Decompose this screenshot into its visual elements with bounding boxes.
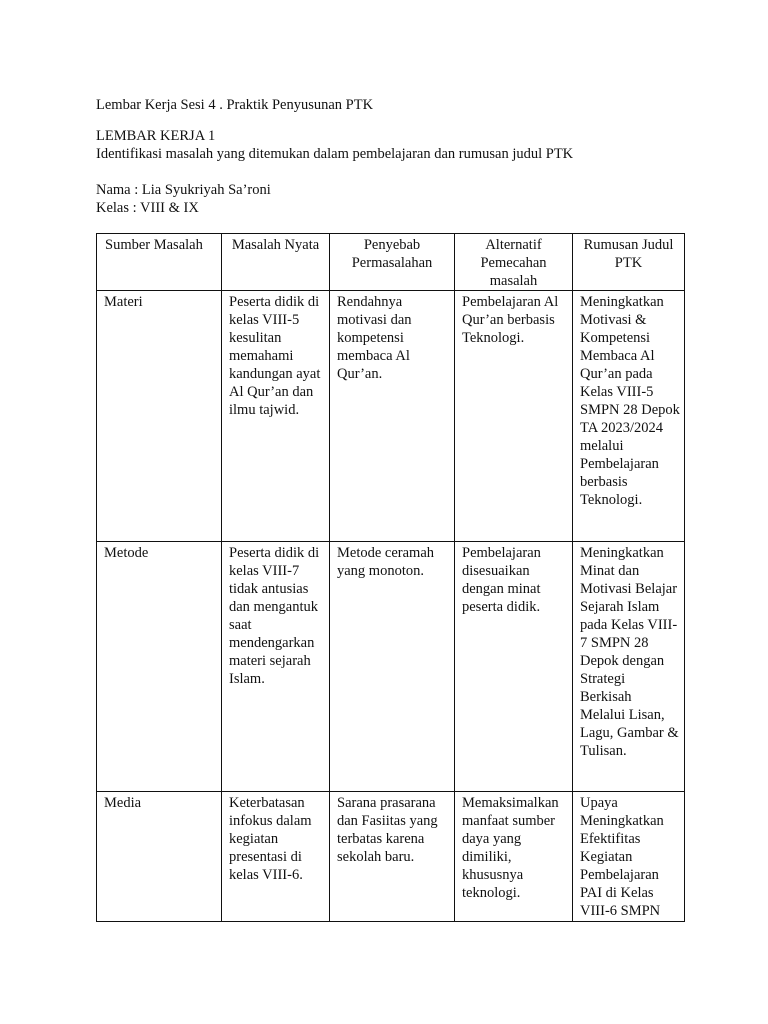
instruction-text: Identifikasi masalah yang ditemukan dalam pembelajaran dan rumusan judul PTK	[96, 146, 574, 162]
table-header-row	[97, 234, 685, 291]
table-row	[97, 291, 685, 542]
cell-problem: Peserta didik di kelas VIII-5 kesulitan memahami kandungan ayat Al Qur’an dan ilmu tajwid.	[222, 291, 330, 542]
cell-problem: Keterbatasan infokus dalam kegiatan presentasi di kelas VIII-6.	[222, 792, 330, 922]
cell-title: Upaya Meningkatkan Efektifitas Kegiatan Pembelajaran PAI di Kelas VIII-6 SMPN	[573, 792, 685, 922]
cell-source: Materi	[97, 291, 222, 542]
cell-title: Meningkatkan Motivasi & Kompetensi Membaca Al Qur’an pada Kelas VIII-5 SMPN 28 Depok TA 2023/2024 melalui Pembelajaran berbasis Teknologi.	[573, 291, 685, 542]
header-sumber-masalah: Sumber Masalah	[97, 234, 222, 291]
cell-alternative: Memaksimalkan manfaat sumber daya yang dimiliki, khususnya teknologi.	[455, 792, 573, 922]
cell-source: Metode	[97, 542, 222, 792]
header-penyebab-permasalahan: Penyebab Permasalahan	[330, 234, 455, 291]
header-masalah-nyata: Masalah Nyata	[222, 234, 330, 291]
cell-problem: Peserta didik di kelas VIII-7 tidak antusias dan mengantuk saat mendengarkan materi sejarah Islam.	[222, 542, 330, 792]
cell-title: Meningkatkan Minat dan Motivasi Belajar Sejarah Islam pada Kelas VIII-7 SMPN 28 Depok dengan Strategi Berkisah Melalui Lisan, Lagu, Gambar & Tulisan.	[573, 542, 685, 792]
header-alternatif-pemecahan: Alternatif Pemecahan masalah	[455, 234, 573, 291]
header-rumusan-judul: Rumusan Judul PTK	[573, 234, 685, 291]
class-line: Kelas : VIII & IX	[96, 200, 199, 216]
worksheet-table	[96, 233, 685, 922]
cell-cause: Sarana prasarana dan Fasiitas yang terbatas karena sekolah baru.	[330, 792, 455, 922]
table-row	[97, 792, 685, 922]
cell-cause: Rendahnya motivasi dan kompetensi membaca Al Qur’an.	[330, 291, 455, 542]
cell-source: Media	[97, 792, 222, 922]
cell-cause: Metode ceramah yang monoton.	[330, 542, 455, 792]
cell-alternative: Pembelajaran Al Qur’an berbasis Teknologi.	[455, 291, 573, 542]
sheet-label: LEMBAR KERJA 1	[96, 128, 216, 144]
cell-alternative: Pembelajaran disesuaikan dengan minat peserta didik.	[455, 542, 573, 792]
table-row	[97, 542, 685, 792]
name-line: Nama : Lia Syukriyah Sa’roni	[96, 182, 271, 198]
document-title: Lembar Kerja Sesi 4 . Praktik Penyusunan PTK	[96, 97, 374, 113]
